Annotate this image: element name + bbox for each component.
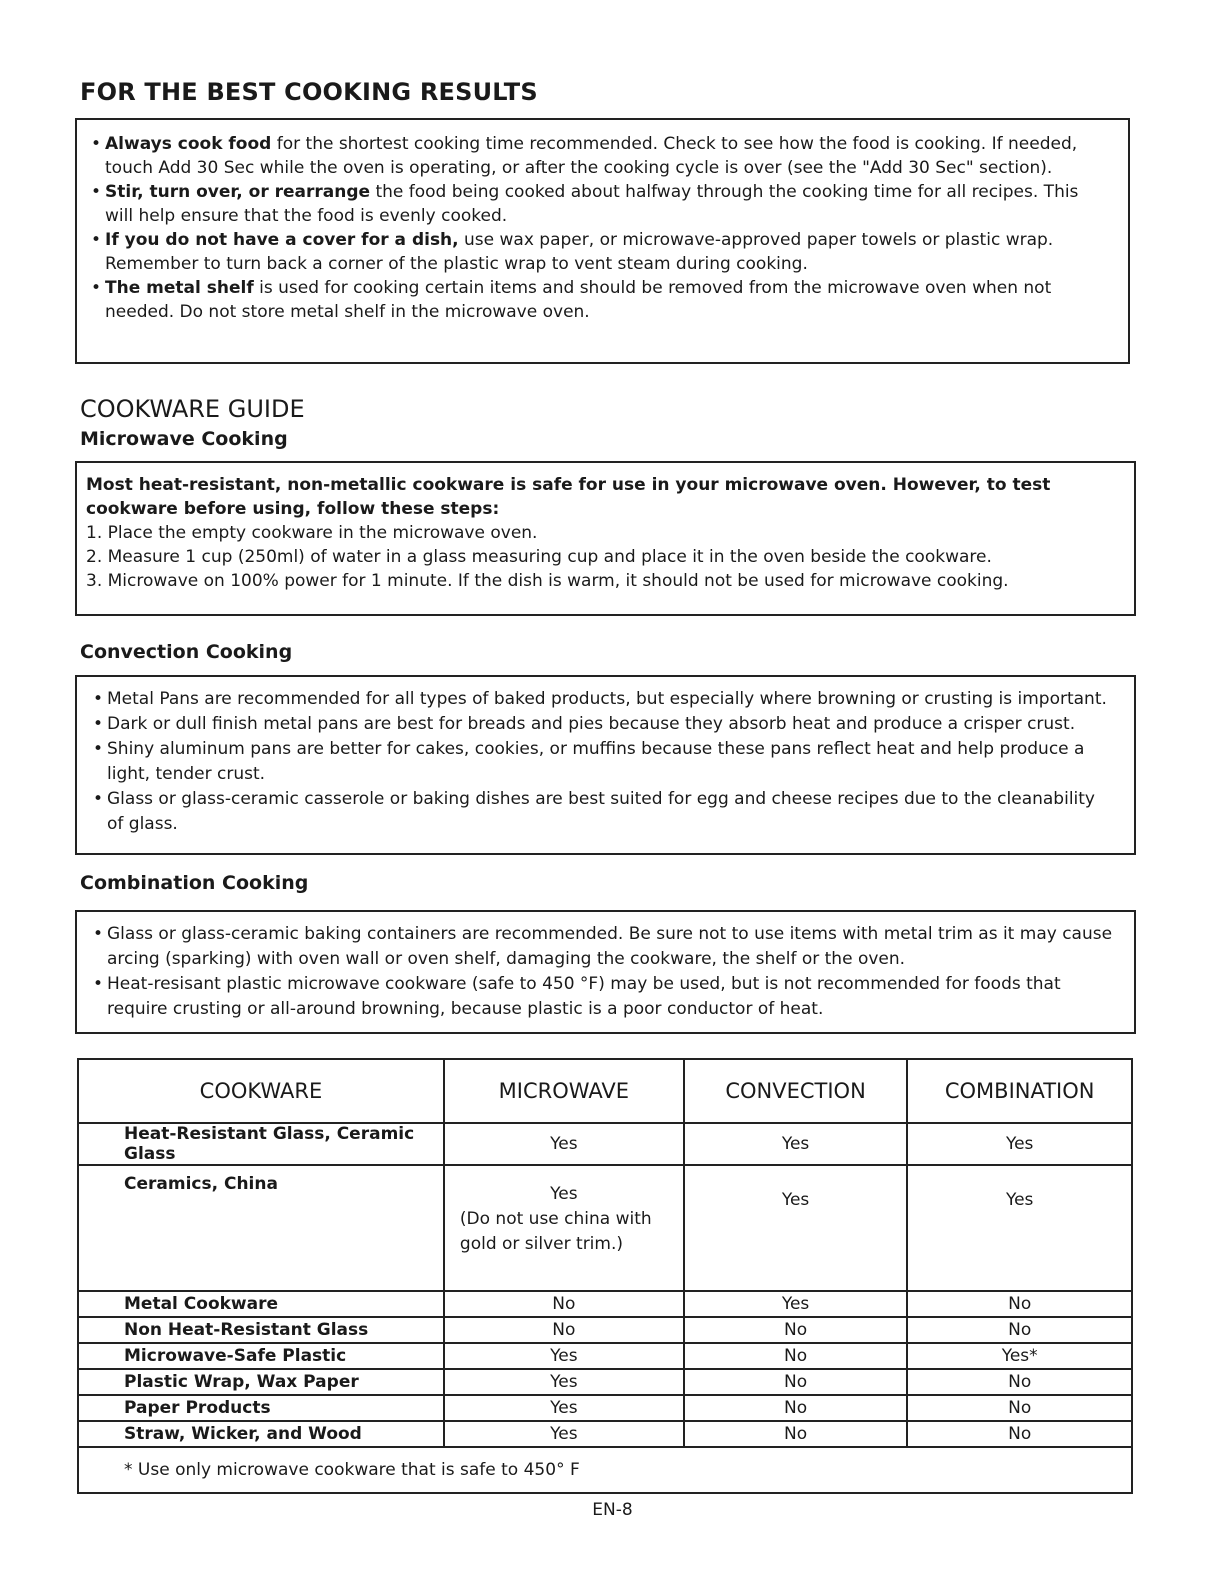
microwave-value: Yes — [550, 1184, 578, 1204]
combination-cooking-title: Combination Cooking — [80, 872, 309, 894]
best-results-title: FOR THE BEST COOKING RESULTS — [80, 78, 538, 106]
convection-item: • Shiny aluminum pans are better for cakes, cookies, or muffins because these pans reflect heat and help produce a light, tender crust. — [83, 737, 1114, 787]
page-number: EN-8 — [592, 1500, 633, 1520]
cookware-name: Ceramics, China — [78, 1165, 444, 1291]
convection-cell: Yes — [684, 1291, 908, 1317]
microwave-cell: Yes — [444, 1421, 684, 1447]
cookware-table — [77, 1058, 1133, 1494]
combination-cell: Yes — [907, 1123, 1132, 1165]
microwave-cell: No — [444, 1291, 684, 1317]
tip-item: • The metal shelf is used for cooking certain items and should be removed from the microwave oven when not needed. Do not store metal shelf in the microwave oven. — [81, 276, 1108, 324]
table-row — [78, 1291, 1132, 1317]
combination-cell: No — [907, 1291, 1132, 1317]
combination-cell: No — [907, 1369, 1132, 1395]
table-row — [78, 1165, 1132, 1291]
microwave-cooking-title: Microwave Cooking — [80, 428, 288, 450]
table-row — [78, 1343, 1132, 1369]
cookware-name: Non Heat-Resistant Glass — [78, 1317, 444, 1343]
convection-box — [75, 675, 1136, 855]
convection-cell: Yes — [684, 1123, 908, 1165]
tip-item: • Always cook food for the shortest cooking time recommended. Check to see how the food is cooking. If needed, touch Add 30 Sec while the oven is operating, or after the cooking cycle is over (see the "Add 30 Sec" section). — [81, 132, 1108, 180]
microwave-cell: No — [444, 1317, 684, 1343]
microwave-cell: Yes — [444, 1343, 684, 1369]
table-row — [78, 1317, 1132, 1343]
cookware-name: Paper Products — [78, 1395, 444, 1421]
tip-item: • If you do not have a cover for a dish, use wax paper, or microwave-approved paper towels or plastic wrap. Remember to turn back a corner of the plastic wrap to vent steam during cooking. — [81, 228, 1108, 276]
convection-cell: No — [684, 1317, 908, 1343]
cookware-name: Plastic Wrap, Wax Paper — [78, 1369, 444, 1395]
convection-cell: No — [684, 1421, 908, 1447]
combination-item: • Glass or glass-ceramic baking containers are recommended. Be sure not to use items with metal trim as it may cause arcing (sparking) with oven wall or oven shelf, damaging the cookware, the shelf or the oven. — [83, 922, 1118, 972]
table-row — [78, 1369, 1132, 1395]
step-item: 3. Microwave on 100% power for 1 minute. If the dish is warm, it should not be used for microwave cooking. — [86, 571, 1009, 591]
tip-item: • Stir, turn over, or rearrange the food being cooked about halfway through the cooking time for all recipes. This will help ensure that the food is evenly cooked. — [81, 180, 1108, 228]
table-row — [78, 1395, 1132, 1421]
combination-box — [75, 910, 1136, 1034]
header-cookware: COOKWARE — [78, 1059, 444, 1123]
convection-cooking-title: Convection Cooking — [80, 641, 293, 663]
convection-cell: No — [684, 1343, 908, 1369]
combination-item: • Heat-resisant plastic microwave cookware (safe to 450 °F) may be used, but is not recommended for foods that require crusting or all-around browning, because plastic is a poor conductor of heat. — [83, 972, 1118, 1022]
convection-item: • Dark or dull finish metal pans are best for breads and pies because they absorb heat and produce a crisper crust. — [83, 712, 1114, 737]
header-combination: COMBINATION — [907, 1059, 1132, 1123]
convection-cell: No — [684, 1369, 908, 1395]
step-item: 2. Measure 1 cup (250ml) of water in a glass measuring cup and place it in the oven beside the cookware. — [86, 547, 992, 567]
china-note: (Do not use china with gold or silver trim.) — [459, 1209, 652, 1254]
cookware-guide-title: COOKWARE GUIDE — [80, 395, 305, 423]
table-row — [78, 1123, 1132, 1165]
convection-item: • Glass or glass-ceramic casserole or baking dishes are best suited for egg and cheese recipes due to the cleanability of glass. — [83, 787, 1114, 837]
combination-cell: No — [907, 1317, 1132, 1343]
cookware-name: Straw, Wicker, and Wood — [78, 1421, 444, 1447]
table-header-row — [78, 1059, 1132, 1123]
table-row — [78, 1421, 1132, 1447]
microwave-cell: Yes — [444, 1369, 684, 1395]
microwave-cell — [444, 1165, 684, 1291]
best-results-box — [75, 118, 1130, 364]
microwave-cell: Yes — [444, 1123, 684, 1165]
step-item: 1. Place the empty cookware in the microwave oven. — [86, 523, 538, 543]
microwave-intro: Most heat-resistant, non-metallic cookware is safe for use in your microwave oven. However, to test cookware before using, follow these steps: — [86, 475, 1051, 519]
cookware-name: Metal Cookware — [78, 1291, 444, 1317]
microwave-cell: Yes — [444, 1395, 684, 1421]
combination-cell: No — [907, 1395, 1132, 1421]
convection-cell: Yes — [684, 1165, 908, 1291]
combination-cell: Yes* — [907, 1343, 1132, 1369]
combination-cell: Yes — [907, 1165, 1132, 1291]
convection-cell: No — [684, 1395, 908, 1421]
header-microwave: MICROWAVE — [444, 1059, 684, 1123]
combination-cell: No — [907, 1421, 1132, 1447]
convection-item: • Metal Pans are recommended for all types of baked products, but especially where browning or crusting is important. — [83, 687, 1114, 712]
table-footnote: * Use only microwave cookware that is safe to 450° F — [78, 1447, 1132, 1493]
header-convection: CONVECTION — [684, 1059, 908, 1123]
table-footnote-row — [78, 1447, 1132, 1493]
microwave-box — [75, 461, 1136, 616]
cookware-name: Heat-Resistant Glass, Ceramic Glass — [78, 1123, 444, 1165]
cookware-name: Microwave-Safe Plastic — [78, 1343, 444, 1369]
